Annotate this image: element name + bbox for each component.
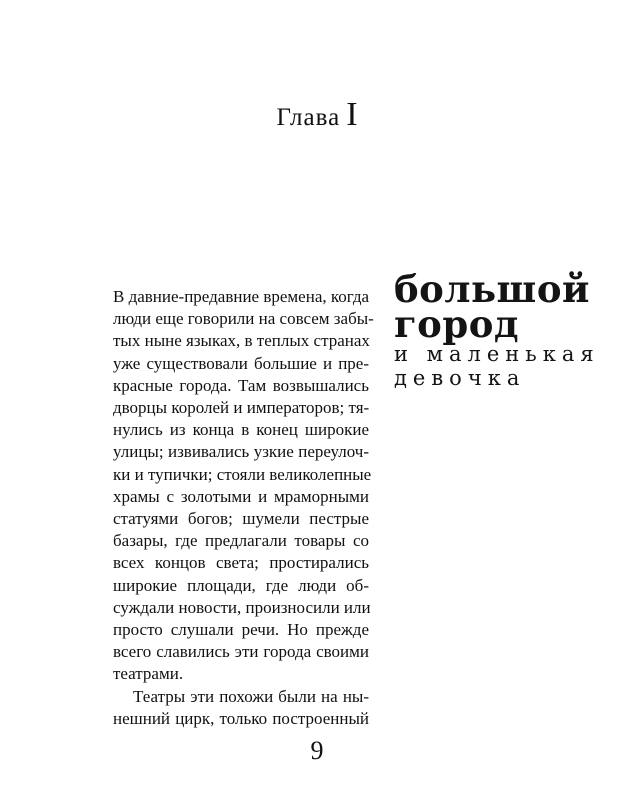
body-line: всего славились эти города своими [113,642,369,662]
chapter-title-line-2: город [394,302,520,346]
body-line: просто слушали речи. Но прежде [113,620,369,640]
body-line: люди еще говорили на совсем забы- [113,309,374,329]
body-text [113,286,374,730]
body-line: красные города. Там возвышались [113,375,369,395]
body-line: дворцы королей и императоров; тя- [113,398,370,418]
body-line: театрами. [113,664,184,684]
body-line: всех концов света; простирались [113,553,369,573]
body-line: уже существовали большие и пре- [113,353,369,373]
chapter-heading [0,96,634,134]
body-line: храмы с золотыми и мраморными [113,486,369,506]
body-line: нулись из конца в конец широкие [113,420,369,440]
body-line: нешний цирк, только построенный [113,708,369,728]
page-number: 9 [310,736,324,765]
chapter-word: Глава [276,104,341,131]
chapter-title-line-1: большой [394,267,590,311]
body-line: статуями богов; шумели пестрые [113,509,369,529]
body-line: Театры эти похожи были на ны- [133,686,369,706]
chapter-number: I [346,96,358,133]
chapter-title [394,267,600,390]
chapter-title-line-3: и маленькая [394,342,600,366]
body-line: тых ныне языках, в теплых странах [113,331,370,351]
body-line: В давние-предавние времена, когда [113,287,370,306]
body-line: улицы; извивались узкие переулоч- [113,442,369,462]
body-line: ки и тупички; стояли великолепные [113,464,372,484]
body-line: базары, где предлагали товары со [113,531,369,551]
body-line: суждали новости, произносили или [113,597,371,617]
chapter-title-line-4: девочка [394,366,526,390]
body-line: широкие площади, где люди об- [113,575,369,595]
